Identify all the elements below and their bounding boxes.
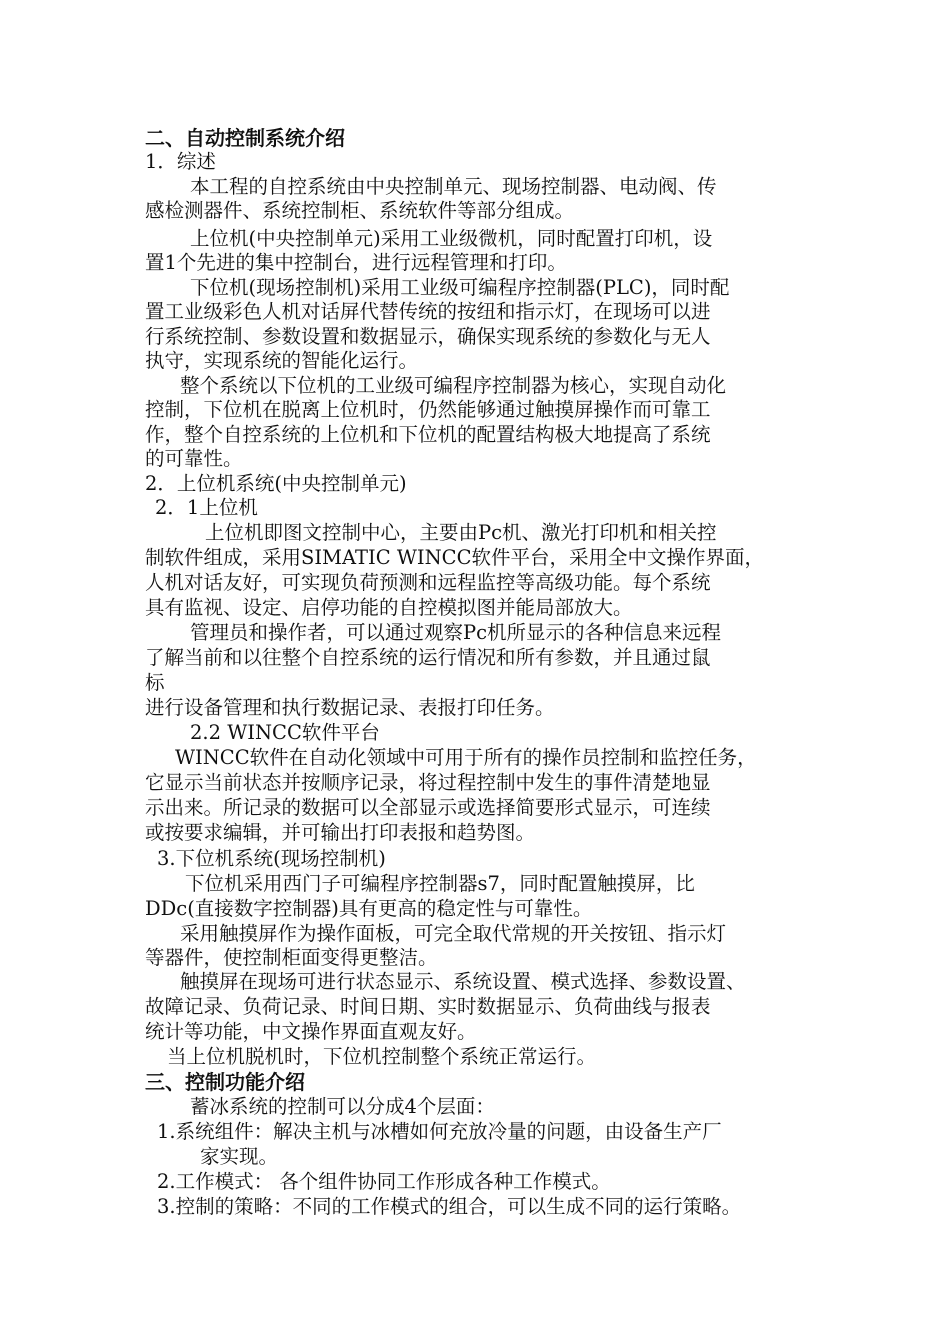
subheading-upper-computer-system: 2．上位机系统(中央控制单元) xyxy=(145,472,407,495)
paragraph-line: 管理员和操作者，可以通过观察Pc机所显示的各种信息来远程 xyxy=(190,621,722,644)
paragraph-line: 执守，实现系统的智能化运行。 xyxy=(145,349,419,372)
paragraph-line: 上位机(中央控制单元)采用工业级微机，同时配置打印机，设 xyxy=(190,227,713,250)
paragraph-line: 作，整个自控系统的上位机和下位机的配置结构极大地提高了系统 xyxy=(145,423,711,446)
paragraph-line: 示出来。所记录的数据可以全部显示或选择简要形式显示，可连续 xyxy=(145,796,711,819)
paragraph-line: 具有监视、设定、启停功能的自控模拟图并能局部放大。 xyxy=(145,596,633,619)
paragraph-line: DDc(直接数字控制器)具有更高的稳定性与可靠性。 xyxy=(145,897,593,920)
paragraph-line: 或按要求编辑，并可输出打印表报和趋势图。 xyxy=(145,821,536,844)
heading-section-2: 二、自动控制系统介绍 xyxy=(145,126,345,150)
paragraph-line: 置1个先进的集中控制台，进行远程管理和打印。 xyxy=(145,251,567,274)
paragraph-line: 制软件组成，采用SIMATIC WINCC软件平台，采用全中文操作界面， xyxy=(145,546,765,569)
subheading-lower-computer-system: 3.下位机系统(现场控制机) xyxy=(157,847,386,870)
paragraph-line: 感检测器件、系统控制柜、系统软件等部分组成。 xyxy=(145,199,575,222)
paragraph-line: 行系统控制、参数设置和数据显示，确保实现系统的参数化与无人 xyxy=(145,325,711,348)
paragraph-line: 控制，下位机在脱离上位机时，仍然能够通过触摸屏操作而可靠工 xyxy=(145,398,711,421)
paragraph-line: 统计等功能，中文操作界面直观友好。 xyxy=(145,1020,477,1043)
paragraph-line: 标 xyxy=(145,671,165,694)
paragraph-line: 故障记录、负荷记录、时间日期、实时数据显示、负荷曲线与报表 xyxy=(145,995,711,1018)
paragraph-line: 人机对话友好，可实现负荷预测和远程监控等高级功能。每个系统 xyxy=(145,571,711,594)
paragraph-line: 下位机采用西门子可编程序控制器s7，同时配置触摸屏，比 xyxy=(185,872,695,895)
list-item-continuation: 家实现。 xyxy=(200,1145,279,1168)
paragraph-line: 的可靠性。 xyxy=(145,447,243,470)
paragraph-line: 当上位机脱机时，下位机控制整个系统正常运行。 xyxy=(167,1045,597,1068)
paragraph-line: 下位机(现场控制机)采用工业级可编程序控制器(PLC)，同时配 xyxy=(190,276,730,299)
paragraph-line: 它显示当前状态并按顺序记录，将过程控制中发生的事件清楚地显 xyxy=(145,771,711,794)
paragraph-line: WINCC软件在自动化领域中可用于所有的操作员控制和监控任务， xyxy=(175,746,757,769)
list-item: 2.工作模式： 各个组件协同工作形成各种工作模式。 xyxy=(157,1170,611,1193)
paragraph-line: 采用触摸屏作为操作面板，可完全取代常规的开关按钮、指示灯 xyxy=(180,922,727,945)
paragraph-line: 进行设备管理和执行数据记录、表报打印任务。 xyxy=(145,696,555,719)
paragraph-line: 上位机即图文控制中心，主要由Pc机、激光打印机和相关控 xyxy=(205,521,717,544)
heading-section-3: 三、控制功能介绍 xyxy=(145,1070,305,1094)
paragraph-line: 整个系统以下位机的工业级可编程序控制器为核心，实现自动化 xyxy=(180,374,727,397)
paragraph-line: 了解当前和以往整个自控系统的运行情况和所有参数，并且通过鼠 xyxy=(145,646,711,669)
list-item: 1.系统组件：解决主机与冰槽如何充放冷量的问题，由设备生产厂 xyxy=(157,1120,722,1143)
paragraph-line: 本工程的自控系统由中央控制单元、现场控制器、电动阀、传 xyxy=(190,175,717,198)
subheading-overview: 1．综述 xyxy=(145,150,216,173)
paragraph-line: 触摸屏在现场可进行状态显示、系统设置、模式选择、参数设置、 xyxy=(180,970,746,993)
subheading-wincc-platform: 2.2 WINCC软件平台 xyxy=(190,721,380,744)
subheading-upper-computer: 2．1上位机 xyxy=(155,496,258,519)
paragraph-line: 置工业级彩色人机对话屏代替传统的按纽和指示灯，在现场可以进 xyxy=(145,300,711,323)
paragraph-line: 蓄冰系统的控制可以分成4个层面： xyxy=(190,1095,495,1118)
paragraph-line: 等器件，使控制柜面变得更整洁。 xyxy=(145,946,438,969)
list-item: 3.控制的策略：不同的工作模式的组合，可以生成不同的运行策略。 xyxy=(157,1195,742,1218)
